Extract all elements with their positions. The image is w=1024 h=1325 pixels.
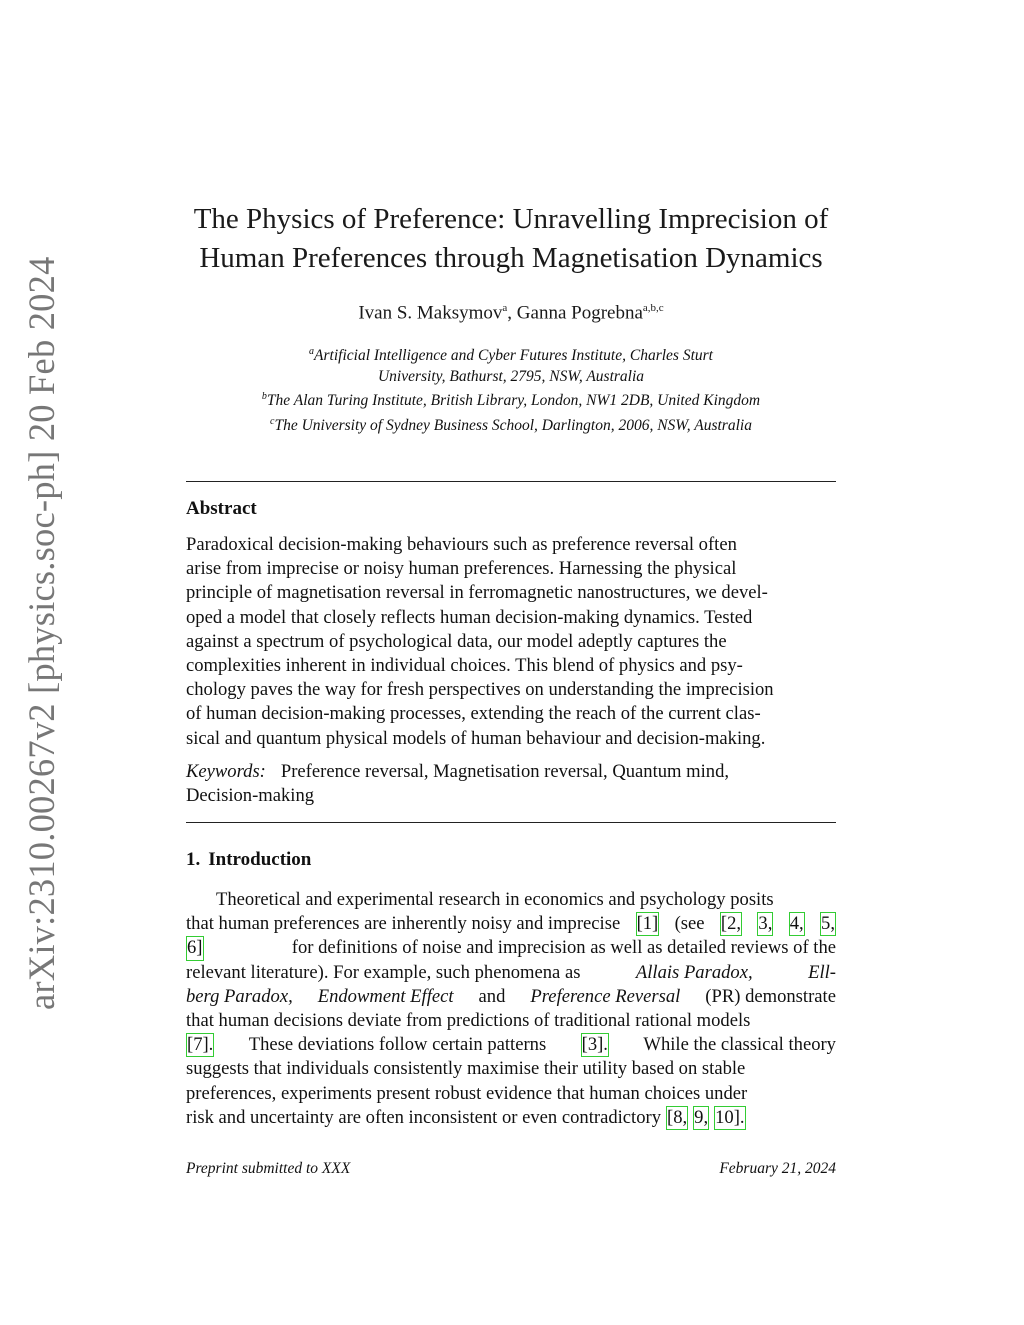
- abstract-line: against a spectrum of psychological data, our model adeptly captures the: [186, 630, 727, 652]
- citation-link[interactable]: [3].: [581, 1033, 609, 1057]
- paper-title: [150, 200, 872, 278]
- footer-submission-note: Preprint submitted to XXX: [186, 1160, 351, 1177]
- abstract-line: arise from imprecise or noisy human preferences. Harnessing the physical: [186, 558, 737, 580]
- intro-line: relevant literature). For example, such phenomena as Allais Paradox, Ell-: [186, 961, 836, 983]
- author-name: Ivan S. Maksymov: [358, 302, 503, 324]
- citation-link[interactable]: 3,: [757, 912, 773, 936]
- citation-link[interactable]: [2,: [720, 912, 742, 936]
- abstract-body: [186, 533, 836, 751]
- citation-link[interactable]: 9,: [693, 1106, 709, 1130]
- author-affiliation-mark: a: [502, 302, 508, 314]
- citation-link[interactable]: 6]: [186, 936, 204, 960]
- abstract-bottom-rule: [186, 822, 836, 823]
- footer-date: February 21, 2024: [719, 1160, 836, 1177]
- citation-link[interactable]: [8,: [666, 1106, 688, 1130]
- keywords-text: Decision-making: [186, 785, 315, 807]
- section-number: 1.: [186, 849, 201, 870]
- section-title: Introduction: [208, 849, 312, 870]
- intro-line: berg Paradox, Endowment Effect and Preference Reversal (PR) demonstrate: [186, 985, 836, 1007]
- title-line-2: Human Preferences through Magnetisation Dynamics: [199, 242, 823, 274]
- title-line-1: The Physics of Preference: Unravelling Imprecision of: [193, 203, 829, 235]
- author-name: Ganna Pogrebna: [516, 302, 643, 324]
- affiliation-b: $^b$The Alan Turing Institute, British Library, London, NW1 2DB, United Kingdom: [261, 391, 761, 410]
- keywords-text: Preference reversal, Magnetisation reversal, Quantum mind,: [280, 761, 730, 782]
- intro-line: preferences, experiments present robust evidence that human choices under: [186, 1082, 748, 1104]
- affiliations: [150, 342, 872, 436]
- author-list: Ivan S. Maksymov$^a$, Ganna Pogrebna$^{a,b,c}$: [358, 302, 664, 324]
- affiliation-a: $^a$Artificial Intelligence and Cyber Futures Institute, Charles Sturt: [309, 346, 713, 365]
- intro-line: suggests that individuals consistently maximise their utility based on stable: [186, 1058, 746, 1080]
- affiliation-a-continued: University, Bathurst, 2795, NSW, Australia: [377, 367, 645, 385]
- page-footer: [186, 1160, 836, 1178]
- affiliation-c: $^c$The University of Sydney Business School, Darlington, 2006, NSW, Australia: [270, 415, 752, 434]
- citation-link[interactable]: [1]: [636, 912, 660, 936]
- intro-line: 6] for definitions of noise and imprecision as well as detailed reviews of the: [186, 936, 836, 960]
- abstract-line: principle of magnetisation reversal in ferromagnetic nanostructures, we devel-: [186, 582, 768, 604]
- abstract-line: complexities inherent in individual choices. This blend of physics and psy-: [186, 655, 743, 677]
- abstract-line: Paradoxical decision-making behaviours such as preference reversal often: [186, 534, 737, 555]
- introduction-body: [186, 888, 836, 1130]
- intro-line: Theoretical and experimental research in economics and psychology posits: [216, 889, 774, 910]
- section-heading-introduction: [186, 849, 311, 871]
- keywords-line: [186, 760, 836, 784]
- citation-link[interactable]: 10].: [714, 1106, 745, 1130]
- keywords: [186, 760, 836, 808]
- abstract-line: sical and quantum physical models of human behaviour and decision-making.: [186, 727, 766, 749]
- citation-link[interactable]: 5,: [820, 912, 836, 936]
- intro-line: that human decisions deviate from predictions of traditional rational models: [186, 1010, 751, 1032]
- abstract-line: of human decision-making processes, extending the reach of the current clas-: [186, 703, 761, 725]
- author-affiliation-mark: a,b,c: [642, 302, 664, 314]
- arxiv-side-identifier: arXiv:2310.00267v2 [physics.soc-ph] 20 Feb 2024: [21, 256, 62, 1010]
- keywords-label: Keywords:: [186, 761, 266, 782]
- abstract-line: oped a model that closely reflects human decision-making dynamics. Tested: [186, 606, 753, 628]
- intro-line: that human preferences are inherently noisy and imprecise [1] (see [2, 3, 4, 5,: [186, 912, 836, 936]
- abstract-line: chology paves the way for fresh perspectives on understanding the imprecision: [186, 679, 774, 701]
- abstract-heading: Abstract: [186, 498, 257, 519]
- intro-line: [7]. These deviations follow certain patterns [3]. While the classical theory: [186, 1033, 836, 1057]
- intro-line: risk and uncertainty are often inconsistent or even contradictory [8, 9, 10].: [186, 1106, 836, 1130]
- citation-link[interactable]: 4,: [789, 912, 805, 936]
- abstract-top-rule: [186, 481, 836, 482]
- keywords-line: [186, 784, 836, 808]
- citation-link[interactable]: [7].: [186, 1033, 214, 1057]
